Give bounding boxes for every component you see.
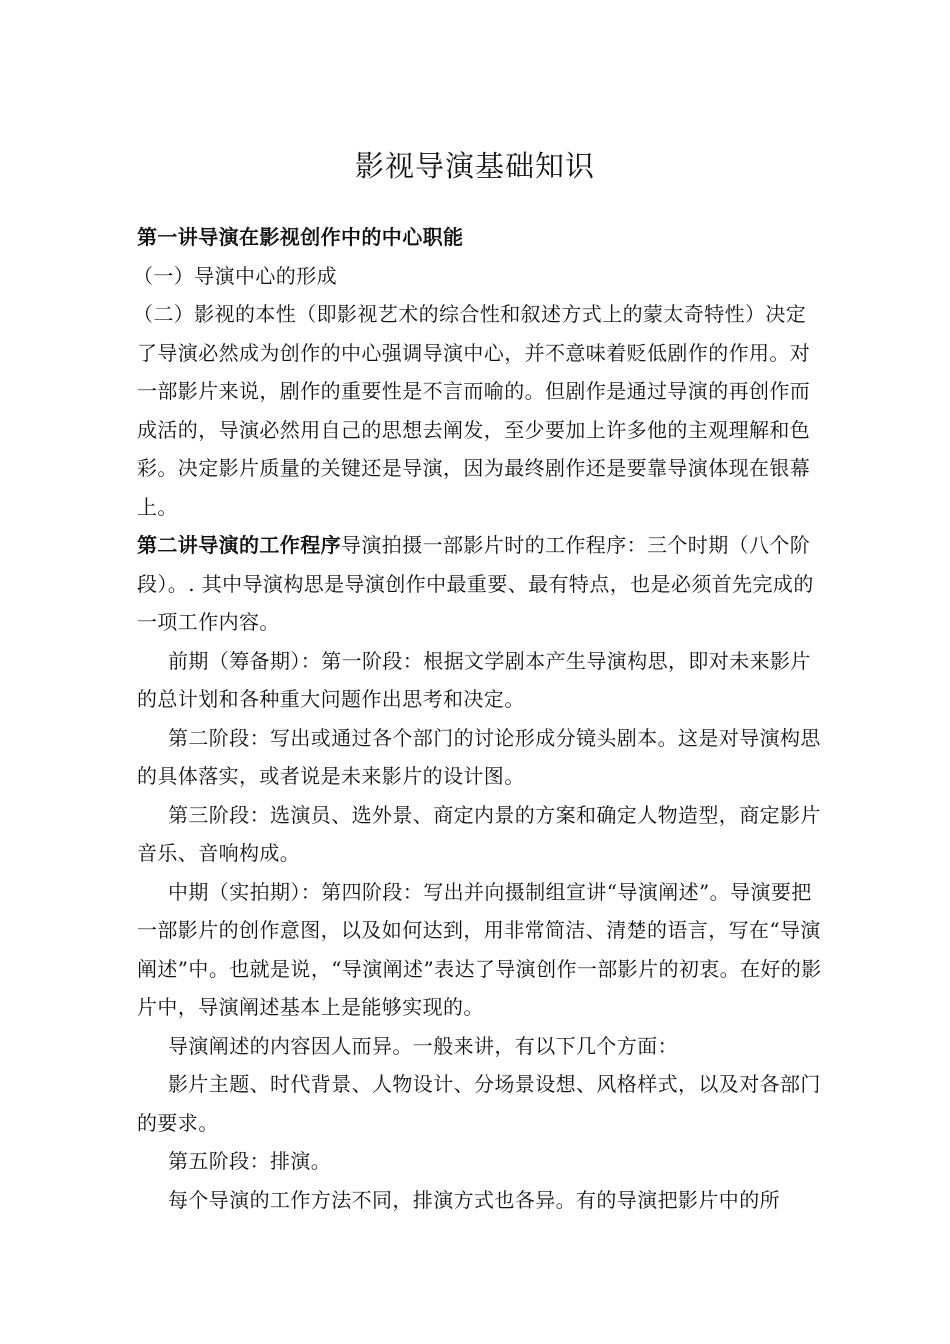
section-2-lead (137, 526, 822, 642)
document-title: 影视导演基础知识 (354, 149, 595, 183)
paragraph: 第三阶段：选演员、选外景、商定内景的方案和确定人物造型，商定影片音乐、音响构成。 (137, 802, 821, 865)
paragraph: 前期（筹备期）：第一阶段：根据文学剧本产生导演构思，即对未来影片的总计划和各种重大问题作出思考和决定。 (137, 648, 811, 711)
section-2-heading: 第二讲导演的工作程序 (137, 533, 341, 557)
section-2-intro: 导演拍摄一部影片时的工作程序：三个时期（八个阶段）。. 其中导演构思是导演创作中最重要、最有特点，也是必须首先完成的一项工作内容。 (137, 533, 814, 634)
paragraph: 每个导演的工作方法不同，排演方式也各异。有的导演把影片中的所 (168, 1187, 780, 1212)
paragraph: 第二阶段：写出或通过各个部门的讨论形成分镜头剧本。这是对导演构思的具体落实，或者说是未来影片的设计图。 (137, 725, 821, 788)
section-1-heading: 第一讲导演在影视创作中的中心职能 (137, 225, 464, 249)
paragraph: 导演阐述的内容因人而异。一般来讲，有以下几个方面： (168, 1033, 678, 1058)
paragraph: 中期（实拍期）：第四阶段：写出并向摄制组宣讲“导演阐述”。导演要把一部影片的创作意图，以及如何达到，用非常简洁、清楚的语言，写在“导演阐述”中。也就是说，“导演阐述”表达了导演创作一部影片的初衷。在好的影片中，导演阐述基本上是能够实现的。 (137, 879, 822, 1019)
paragraph: 影片主题、时代背景、人物设计、分场景设想、风格样式，以及对各部门的要求。 (137, 1072, 821, 1135)
paragraph: 第五阶段：排演。 (168, 1149, 332, 1173)
section-1-item-1: （一）导演中心的形成 (133, 263, 337, 288)
section-1-item-2: （二）影视的本性（即影视艺术的综合性和叙述方式上的蒙太奇特性）决定了导演必然成为创作的中心强调导演中心，并不意味着贬低剧作的作用。对一部影片来说，剧作的重要性是不言而喻的。但剧作是通过导演的再创作而成活的，导演必然用自己的思想去阐发，至少要加上许多他的主观理解和色彩。决定影片质量的关键还是导演，因为最终剧作还是要靠导演体现在银幕上。 (133, 302, 811, 519)
document-body (133, 218, 822, 1219)
